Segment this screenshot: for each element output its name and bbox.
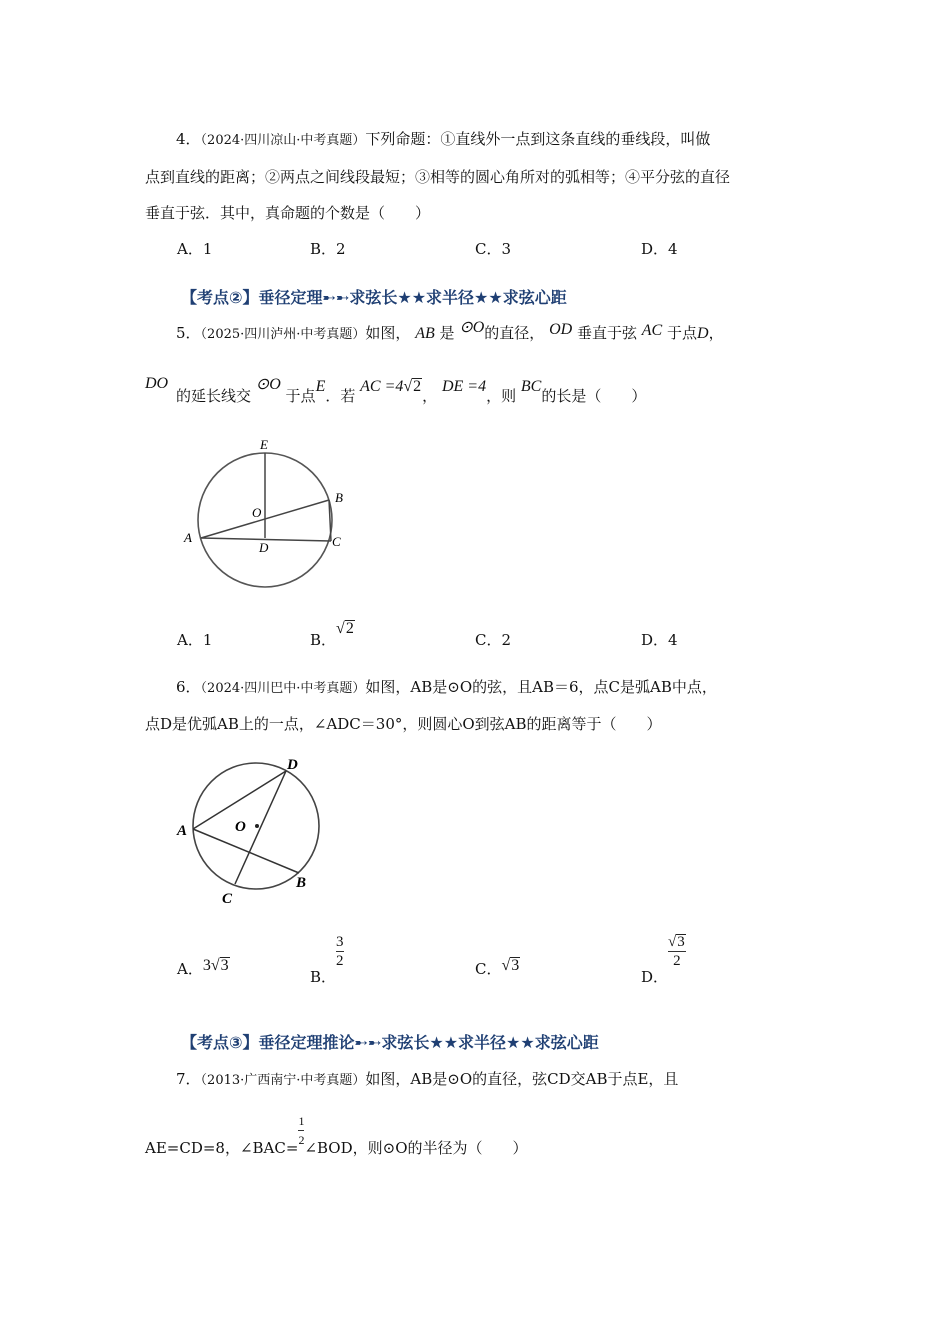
q5-sqrt-radicand: 2 — [413, 378, 422, 395]
q6-figure-label-a: A — [177, 823, 188, 839]
q7-text-2b: ∠BOD，则⊙O的半径为（ ） — [304, 1138, 528, 1157]
q5-math-bc: BC — [520, 378, 542, 395]
q7-source: （2013·广西南宁·中考真题） — [200, 1073, 366, 1088]
q7-line2 — [145, 1112, 528, 1157]
q6-line2: 点D是优弧AB上的一点，∠ADC＝30°，则圆心O到弦AB的距离等于（ ） — [145, 715, 662, 733]
section-heading-3: 【考点③】垂径定理推论➸➸求弦长★★求半径★★求弦心距 — [181, 1033, 599, 1052]
q6-figure-chord-ab — [193, 829, 299, 873]
q5-figure-label-o: O — [252, 505, 262, 520]
q5-text: ， — [708, 324, 724, 342]
q5-text: 的长是（ ） — [541, 387, 647, 405]
q6-figure-label-c: C — [222, 891, 233, 907]
q5-math-ac-eq — [360, 378, 422, 395]
q5-math-d: D — [697, 325, 709, 342]
q7-text-2a: AE=CD=8，∠BAC= — [145, 1138, 299, 1157]
q5-math-ac: AC — [641, 322, 663, 339]
q4-text-1: 下列命题：①直线外一点到这条直线的垂线段，叫做 — [365, 130, 711, 148]
q6-option-a-coef: 3 — [202, 957, 211, 974]
q7-fraction-numerator: 1 — [298, 1114, 305, 1128]
q6-option-c[interactable] — [475, 958, 520, 979]
q4-line1 — [176, 128, 710, 149]
q5-math-circle-o: ⊙O — [255, 376, 281, 393]
q6-option-a-value: 3√3 — [202, 957, 229, 974]
q5-figure-label-a: A — [184, 530, 192, 545]
q6-option-d-denominator: 2 — [668, 951, 686, 970]
q5-math-ab: AB — [415, 325, 435, 342]
q6-option-d-prefix: D． — [641, 967, 669, 986]
q5-figure-label-d: D — [259, 540, 269, 555]
q5-text: 如图， — [365, 324, 411, 342]
q4-line3: 垂直于弦．其中，真命题的个数是（ ） — [145, 204, 431, 222]
q6-option-a-prefix: A． — [177, 960, 203, 978]
q6-option-d[interactable] — [641, 933, 686, 986]
q5-math-de-eq: DE =4 — [441, 378, 487, 395]
q7-fraction-denominator: 2 — [298, 1130, 304, 1149]
q5-option-b-radicand: 2 — [345, 620, 354, 637]
q5-option-b[interactable] — [310, 620, 355, 650]
q5-math-do: DO — [145, 375, 169, 392]
q5-text: ， — [422, 387, 438, 405]
q5-math-e: E — [315, 378, 326, 395]
q5-source: （2025·四川泸州·中考真题） — [200, 327, 366, 342]
q6-option-c-value: √3 — [501, 957, 520, 974]
q7-text-1: 如图，AB是⊙O的直径，弦CD交AB于点E，且 — [365, 1070, 679, 1088]
q5-text: ，则 — [486, 387, 517, 405]
q5-text: ．若 — [325, 387, 356, 405]
q5-line2 — [145, 374, 168, 393]
q5-option-a[interactable]: A．1 — [177, 631, 213, 649]
section-heading-2: 【考点②】垂径定理➸➸求弦长★★求半径★★求弦心距 — [181, 288, 567, 307]
q5-figure — [178, 432, 348, 602]
q5-text: 的延长线交 — [176, 387, 252, 405]
q5-option-c[interactable]: C．2 — [475, 631, 512, 649]
q5-math-ac-eq-text: AC =4 — [360, 378, 404, 395]
q4-number: 4． — [176, 130, 201, 148]
q4-option-c[interactable]: C．3 — [475, 240, 512, 258]
q4-option-b[interactable]: B．2 — [310, 240, 346, 258]
q6-line1 — [176, 676, 717, 697]
q4-line2: 点到直线的距离；②两点之间线段最短；③相等的圆心角所对的弧相等；④平分弦的直径 — [145, 168, 731, 186]
q7-number: 7． — [176, 1070, 201, 1088]
q6-figure — [172, 752, 332, 912]
q6-option-b-fraction — [336, 933, 344, 970]
q6-option-d-numerator: √3 — [668, 934, 685, 950]
q5-option-b-prefix: B． — [310, 631, 337, 649]
q6-option-a[interactable] — [177, 958, 230, 979]
q6-option-b-denominator: 2 — [336, 953, 344, 969]
q6-option-b[interactable] — [310, 933, 344, 986]
q6-option-b-prefix: B． — [310, 967, 337, 986]
q6-number: 6． — [176, 678, 201, 696]
q5-sqrt: √2 — [403, 378, 422, 395]
q5-line2b — [176, 376, 647, 406]
q5-option-b-sqrt: √2 — [336, 620, 354, 637]
q6-figure-label-d: D — [287, 757, 298, 773]
q6-option-a-radicand: 3 — [220, 957, 229, 974]
q4-option-a[interactable]: A．1 — [177, 240, 213, 258]
q6-option-d-fraction — [668, 933, 686, 970]
q6-option-d-radicand: 3 — [677, 934, 685, 950]
q5-text: 是 — [439, 324, 455, 342]
q4-option-d[interactable]: D．4 — [641, 240, 678, 258]
q5-figure-label-c: C — [332, 534, 341, 549]
q5-math-circle-o: ⊙O — [459, 319, 485, 336]
q5-number: 5． — [176, 324, 201, 342]
q5-math-od: OD — [549, 321, 573, 338]
q6-source: （2024·四川巴中·中考真题） — [200, 681, 366, 696]
q4-source: （2024·四川凉山·中考真题） — [200, 133, 366, 148]
q6-option-b-numerator: 3 — [336, 934, 344, 950]
q6-figure-center-dot — [255, 824, 259, 828]
q6-text-1: 如图，AB是⊙O的弦，且AB＝6，点C是弧AB中点， — [365, 678, 717, 696]
q5-figure-label-b: B — [335, 490, 343, 505]
q6-figure-label-o: O — [235, 819, 246, 835]
q5-text: 于点 — [667, 324, 698, 342]
q5-text: 于点 — [285, 387, 316, 405]
q6-option-c-prefix: C． — [475, 960, 502, 978]
q7-line1 — [176, 1068, 678, 1089]
q5-option-d[interactable]: D．4 — [641, 631, 678, 649]
q6-figure-label-b: B — [296, 875, 307, 891]
q5-text: 的直径， — [484, 324, 545, 342]
q5-text: 垂直于弦 — [576, 324, 637, 342]
q6-option-c-radicand: 3 — [511, 957, 520, 974]
q5-line1 — [176, 319, 724, 343]
q5-figure-label-e: E — [260, 437, 268, 452]
